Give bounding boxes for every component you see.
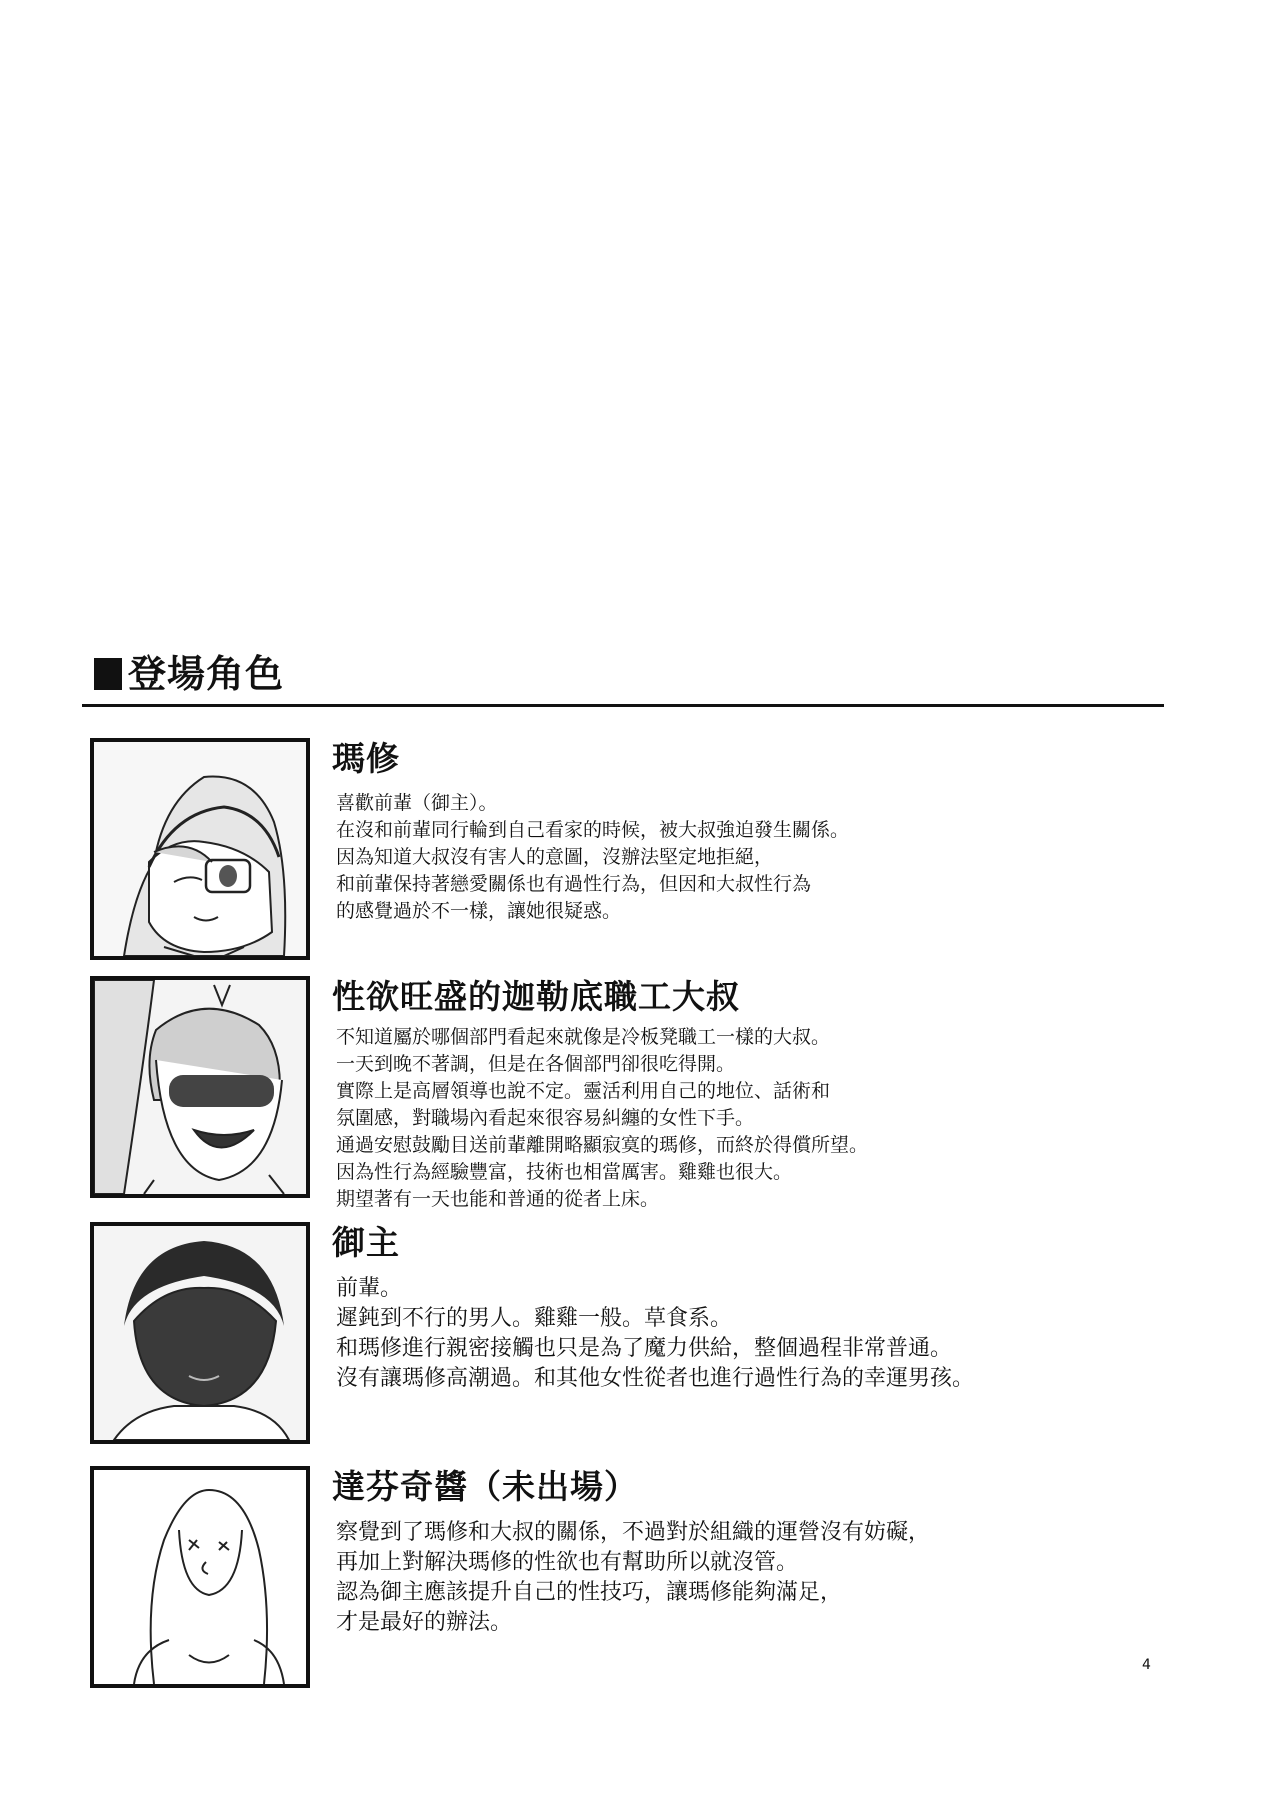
description-line: 因為性行為經驗豐富，技術也相當厲害。雞雞也很大。: [336, 1161, 793, 1183]
character-name: 達芬奇醬（未出場）: [332, 1467, 638, 1506]
character-description: [336, 1274, 974, 1394]
description-line: 因為知道大叔沒有害人的意圖，沒辦法堅定地拒絕，: [336, 846, 774, 868]
description-line: 和瑪修進行親密接觸也只是為了魔力供給，整個過程非常普通。: [336, 1336, 953, 1361]
description-line: 和前輩保持著戀愛關係也有過性行為，但因和大叔性行為: [336, 873, 812, 895]
character-description: [336, 1518, 930, 1638]
description-line: 不知道屬於哪個部門看起來就像是冷板凳職工一樣的大叔。: [336, 1026, 831, 1048]
character-name: 御主: [332, 1223, 400, 1262]
portrait-mash: [90, 738, 310, 960]
page-number: 4: [1142, 1657, 1151, 1673]
character-entry-mash: [90, 738, 1090, 960]
character-entry-davinci: [90, 1466, 1090, 1688]
character-portrait-middle-aged-man-icon: [94, 980, 306, 1194]
description-line: 再加上對解決瑪修的性欲也有幫助所以就沒管。: [336, 1550, 799, 1575]
character-entry-staff: [90, 976, 1090, 1210]
character-name: 瑪修: [332, 739, 400, 778]
description-line: 才是最好的辦法。: [336, 1610, 513, 1635]
description-line: 認為御主應該提升自己的性技巧，讓瑪修能夠滿足，: [336, 1580, 843, 1605]
description-line: 喜歡前輩（御主）。: [336, 792, 498, 814]
portrait-davinci: [90, 1466, 310, 1688]
section-title: 登場角色: [128, 652, 285, 696]
description-line: 遲鈍到不行的男人。雞雞一般。草食系。: [336, 1306, 733, 1331]
character-portrait-young-man-icon: [94, 1226, 306, 1440]
character-description: [336, 790, 849, 925]
description-line: 前輩。: [336, 1276, 403, 1301]
description-line: 沒有讓瑪修高潮過。和其他女性從者也進行過性行為的幸運男孩。: [336, 1366, 975, 1391]
character-name: 性欲旺盛的迦勒底職工大叔: [332, 977, 740, 1016]
portrait-staff: [90, 976, 310, 1198]
description-line: 察覺到了瑪修和大叔的關係，不過對於組織的運營沒有妨礙，: [336, 1520, 931, 1545]
character-entry-master: [90, 1222, 1090, 1444]
description-line: 實際上是高層領導也說不定。靈活利用自己的地位、話術和: [336, 1080, 831, 1102]
description-line: 期望著有一天也能和普通的從者上床。: [336, 1188, 660, 1210]
description-line: 在沒和前輩同行輪到自己看家的時候，被大叔強迫發生關係。: [336, 819, 850, 841]
description-line: 氛圍感，對職場內看起來很容易糾纏的女性下手。: [336, 1107, 755, 1129]
description-line: 的感覺過於不一樣，讓她很疑惑。: [336, 900, 622, 922]
description-line: 一天到晚不著調，但是在各個部門卻很吃得開。: [336, 1053, 736, 1075]
character-description: [336, 1024, 868, 1213]
section-header: [82, 648, 1164, 707]
character-portrait-glasses-girl-icon: [94, 742, 306, 956]
portrait-master: [90, 1222, 310, 1444]
square-bullet-icon: [94, 658, 122, 690]
character-portrait-sketch-woman-icon: [94, 1470, 306, 1684]
description-line: 通過安慰鼓勵目送前輩離開略顯寂寞的瑪修，而終於得償所望。: [336, 1134, 869, 1156]
